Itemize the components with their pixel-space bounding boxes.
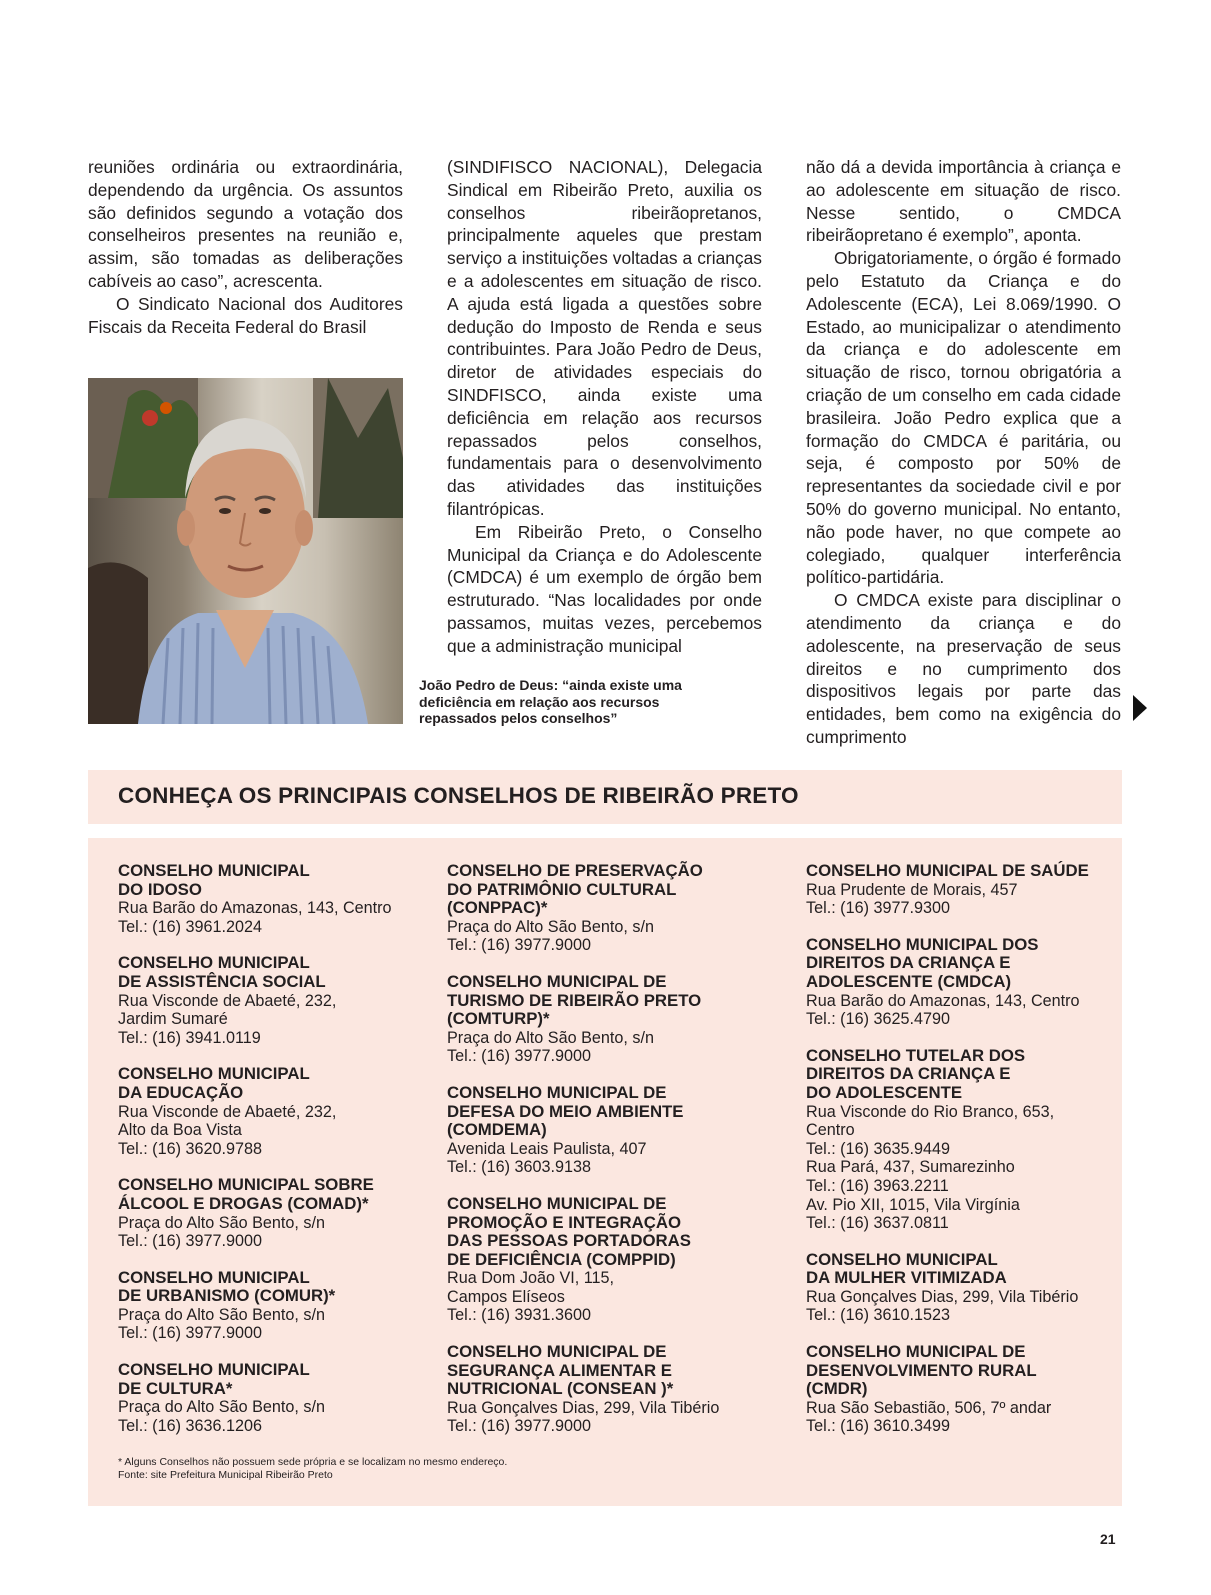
council-name: DE CULTURA* xyxy=(118,1378,233,1398)
council-entry xyxy=(118,1269,418,1343)
page-number: 21 xyxy=(1100,1531,1116,1547)
council-name: CONSELHO MUNICIPAL DE SAÚDE xyxy=(806,861,1089,880)
article-paragraph: O Sindicato Nacional dos Auditores Fiscais da Receita Federal do Brasil xyxy=(88,293,403,337)
council-contact-line: Tel.: (16) 3603.9138 xyxy=(447,1158,591,1177)
article-paragraph: Obrigatoriamente, o órgão é formado pelo Estatuto da Criança e do Adolescente (ECA), Lei 8.069/1990. O Estado, ao municipalizar o atendimento da criança e do adolescente em situação de risco, tornou obrigatória a criação de um conselho em cada cidade brasileira. João Pedro explica que a formação do CMDCA é paritária, ou seja, é composto por 50% de representantes da sociedade civil e por 50% do governo municipal. No entanto, não pode haver, no que compete ao colegiado, qualquer interferência político-partidária. xyxy=(806,248,1121,588)
council-name: SEGURANÇA ALIMENTAR E xyxy=(447,1360,672,1380)
council-contact-line: Praça do Alto São Bento, s/n xyxy=(118,1305,325,1324)
council-contact-line: Praça do Alto São Bento, s/n xyxy=(447,1028,654,1047)
box-notes xyxy=(118,1456,507,1482)
source-note: Fonte: site Prefeitura Municipal Ribeirão Preto xyxy=(118,1469,333,1481)
councils-box-header xyxy=(88,770,1122,824)
article-paragraph: reuniões ordinária ou extraordinária, dependendo da urgência. Os assuntos são definidos segundo a votação dos conselheiros presentes na reunião e, assim, são tomadas as deliberações cabíveis ao caso”, acrescenta. xyxy=(88,157,403,291)
council-contact-line: Rua Prudente de Morais, 457 xyxy=(806,880,1018,899)
council-name: (COMDEMA) xyxy=(447,1120,547,1140)
article-paragraph: (SINDIFISCO NACIONAL), Delegacia Sindical em Ribeirão Preto, auxilia os conselhos ribeirãopretanos, principalmente aqueles que prestam serviço a instituições voltadas a crianças e a adolescentes em situação de risco. A ajuda está ligada a questões sobre dedução do Imposto de Renda e seus contribuintes. Para João Pedro de Deus, diretor de atividades especiais do SINDFISCO, ainda existe uma deficiência em relação aos recursos repassados pelos conselhos, fundamentais para o desenvolvimento das atividades das instituições filantrópicas. xyxy=(447,157,762,519)
council-name: CONSELHO MUNICIPAL xyxy=(806,1249,998,1269)
article-column-3 xyxy=(806,156,1121,749)
council-contact-line: Tel.: (16) 3977.9000 xyxy=(118,1324,262,1343)
council-name: CONSELHO MUNICIPAL DE xyxy=(447,971,667,991)
council-contact-line: Campos Elíseos xyxy=(447,1287,565,1306)
council-entry xyxy=(806,1251,1106,1325)
council-name: DIREITOS DA CRIANÇA E xyxy=(806,953,1011,973)
council-name: DA MULHER VITIMIZADA xyxy=(806,1268,1007,1288)
council-name: DEFESA DO MEIO AMBIENTE xyxy=(447,1101,684,1121)
council-contact-line: Rua Visconde de Abaeté, 232, xyxy=(118,991,337,1010)
council-name: CONSELHO MUNICIPAL xyxy=(118,953,310,973)
council-contact-line: Rua São Sebastião, 506, 7º andar xyxy=(806,1398,1052,1417)
council-contact-line: Avenida Leais Paulista, 407 xyxy=(447,1139,647,1158)
council-contact-line: Rua Barão do Amazonas, 143, Centro xyxy=(806,991,1080,1010)
council-name: DO ADOLESCENTE xyxy=(806,1082,963,1102)
council-entry xyxy=(806,936,1106,1029)
council-name: CONSELHO MUNICIPAL xyxy=(118,1360,310,1380)
council-name: DESENVOLVIMENTO RURAL xyxy=(806,1360,1037,1380)
council-contact-line: Tel.: (16) 3637.0811 xyxy=(806,1214,949,1233)
council-name: CONSELHO MUNICIPAL xyxy=(118,1064,310,1084)
council-entry xyxy=(447,1195,747,1325)
council-name: DO IDOSO xyxy=(118,879,202,899)
council-contact-line: Rua Visconde do Rio Branco, 653, xyxy=(806,1102,1055,1121)
council-contact-line: Tel.: (16) 3963.2211 xyxy=(806,1176,949,1195)
council-contact-line: Tel.: (16) 3636.1206 xyxy=(118,1416,262,1435)
council-name: (CONPPAC)* xyxy=(447,898,548,918)
council-entry xyxy=(447,1343,747,1436)
council-name: CONSELHO MUNICIPAL DE xyxy=(447,1082,667,1102)
council-contact-line: Tel.: (16) 3977.9000 xyxy=(447,1047,591,1066)
article-column-1 xyxy=(88,156,403,338)
council-entry xyxy=(806,862,1106,918)
council-name: CONSELHO MUNICIPAL DE xyxy=(447,1193,667,1213)
article-paragraph: não dá a devida importância à criança e ao adolescente em situação de risco. Nesse sentido, o CMDCA ribeirãopretano é exemplo”, aponta. xyxy=(806,157,1121,246)
council-name: CONSELHO MUNICIPAL xyxy=(118,861,310,880)
photo-caption: João Pedro de Deus: “ainda existe uma deficiência em relação aos recursos repassados pelos conselhos” xyxy=(419,677,682,726)
councils-column-2 xyxy=(447,862,747,1454)
council-contact-line: Tel.: (16) 3931.3600 xyxy=(447,1306,591,1325)
council-name: CONSELHO MUNICIPAL DE xyxy=(806,1342,1026,1362)
council-entry xyxy=(118,954,418,1047)
council-contact-line: Tel.: (16) 3977.9000 xyxy=(118,1232,262,1251)
council-contact-line: Rua Barão do Amazonas, 143, Centro xyxy=(118,899,392,918)
council-name: CONSELHO MUNICIPAL DOS xyxy=(806,934,1039,954)
council-contact-line: Tel.: (16) 3625.4790 xyxy=(806,1010,950,1029)
council-contact-line: Rua Gonçalves Dias, 299, Vila Tibério xyxy=(447,1398,720,1417)
council-contact-line: Rua Dom João VI, 115, xyxy=(447,1269,615,1288)
council-contact-line: Tel.: (16) 3961.2024 xyxy=(118,917,262,936)
council-entry xyxy=(118,1361,418,1435)
councils-column-1 xyxy=(118,862,418,1453)
council-name: TURISMO DE RIBEIRÃO PRETO xyxy=(447,990,702,1010)
council-contact-line: Tel.: (16) 3977.9000 xyxy=(447,1417,591,1436)
council-contact-line: Tel.: (16) 3941.0119 xyxy=(118,1028,261,1047)
council-contact-line: Praça do Alto São Bento, s/n xyxy=(118,1213,325,1232)
council-contact-line: Praça do Alto São Bento, s/n xyxy=(118,1398,325,1417)
council-name: DO PATRIMÔNIO CULTURAL xyxy=(447,879,677,899)
council-name: DE ASSISTÊNCIA SOCIAL xyxy=(118,971,326,991)
council-entry xyxy=(118,1176,418,1250)
council-contact-line: Av. Pio XII, 1015, Vila Virgínia xyxy=(806,1195,1020,1214)
article-paragraph: O CMDCA existe para disciplinar o atendimento da criança e do adolescente, na preservação de seus direitos e no cumprimento dos dispositivos legais por parte das entidades, bem como na exigência do cumprimento xyxy=(806,590,1121,747)
council-name: PROMOÇÃO E INTEGRAÇÃO xyxy=(447,1212,682,1232)
council-name: CONSELHO DE PRESERVAÇÃO xyxy=(447,861,703,880)
portrait-photo xyxy=(88,378,403,724)
council-entry xyxy=(118,862,418,936)
council-contact-line: Tel.: (16) 3610.3499 xyxy=(806,1417,950,1436)
continue-arrow-icon xyxy=(1133,695,1147,721)
council-contact-line: Rua Gonçalves Dias, 299, Vila Tibério xyxy=(806,1287,1079,1306)
councils-box-title: CONHEÇA OS PRINCIPAIS CONSELHOS DE RIBEIRÃO PRETO xyxy=(118,783,799,808)
council-name: CONSELHO TUTELAR DOS xyxy=(806,1045,1026,1065)
council-contact-line: Tel.: (16) 3977.9000 xyxy=(447,936,591,955)
footnote: * Alguns Conselhos não possuem sede própria e se localizam no mesmo endereço. xyxy=(118,1456,508,1468)
council-contact-line: Tel.: (16) 3977.9300 xyxy=(806,899,950,918)
council-name: ÁLCOOL E DROGAS (COMAD)* xyxy=(118,1193,369,1213)
council-contact-line: Tel.: (16) 3635.9449 xyxy=(806,1139,950,1158)
council-name: CONSELHO MUNICIPAL SOBRE xyxy=(118,1175,374,1195)
council-entry xyxy=(447,1084,747,1177)
council-entry xyxy=(806,1047,1106,1233)
council-name: CONSELHO MUNICIPAL DE xyxy=(447,1342,667,1362)
council-name: NUTRICIONAL (CONSEAN )* xyxy=(447,1379,674,1399)
council-contact-line: Jardim Sumaré xyxy=(118,1010,228,1029)
council-contact-line: Tel.: (16) 3610.1523 xyxy=(806,1306,950,1325)
council-name: DE URBANISMO (COMUR)* xyxy=(118,1286,336,1306)
council-entry xyxy=(447,973,747,1066)
council-contact-line: Tel.: (16) 3620.9788 xyxy=(118,1139,262,1158)
council-entry xyxy=(447,862,747,955)
councils-column-3 xyxy=(806,862,1106,1454)
council-name: ADOLESCENTE (CMDCA) xyxy=(806,971,1012,991)
council-name: DIREITOS DA CRIANÇA E xyxy=(806,1064,1011,1084)
council-contact-line: Praça do Alto São Bento, s/n xyxy=(447,917,654,936)
council-name: DE DEFICIÊNCIA (COMPPID) xyxy=(447,1249,676,1269)
council-entry xyxy=(806,1343,1106,1436)
council-contact-line: Rua Visconde de Abaeté, 232, xyxy=(118,1102,337,1121)
article-column-2 xyxy=(447,156,762,658)
council-contact-line: Centro xyxy=(806,1121,855,1140)
council-contact-line: Alto da Boa Vista xyxy=(118,1121,242,1140)
council-name: (COMTURP)* xyxy=(447,1009,550,1029)
council-entry xyxy=(118,1065,418,1158)
council-contact-line: Rua Pará, 437, Sumarezinho xyxy=(806,1158,1015,1177)
council-name: DA EDUCAÇÃO xyxy=(118,1082,244,1102)
council-name: DAS PESSOAS PORTADORAS xyxy=(447,1231,691,1251)
council-name: CONSELHO MUNICIPAL xyxy=(118,1267,310,1287)
council-name: (CMDR) xyxy=(806,1379,868,1399)
article-paragraph: Em Ribeirão Preto, o Conselho Municipal da Criança e do Adolescente (CMDCA) é um exemplo de órgão bem estruturado. “Nas localidades por onde passamos, muitas vezes, percebemos que a administração municipal xyxy=(447,521,762,656)
